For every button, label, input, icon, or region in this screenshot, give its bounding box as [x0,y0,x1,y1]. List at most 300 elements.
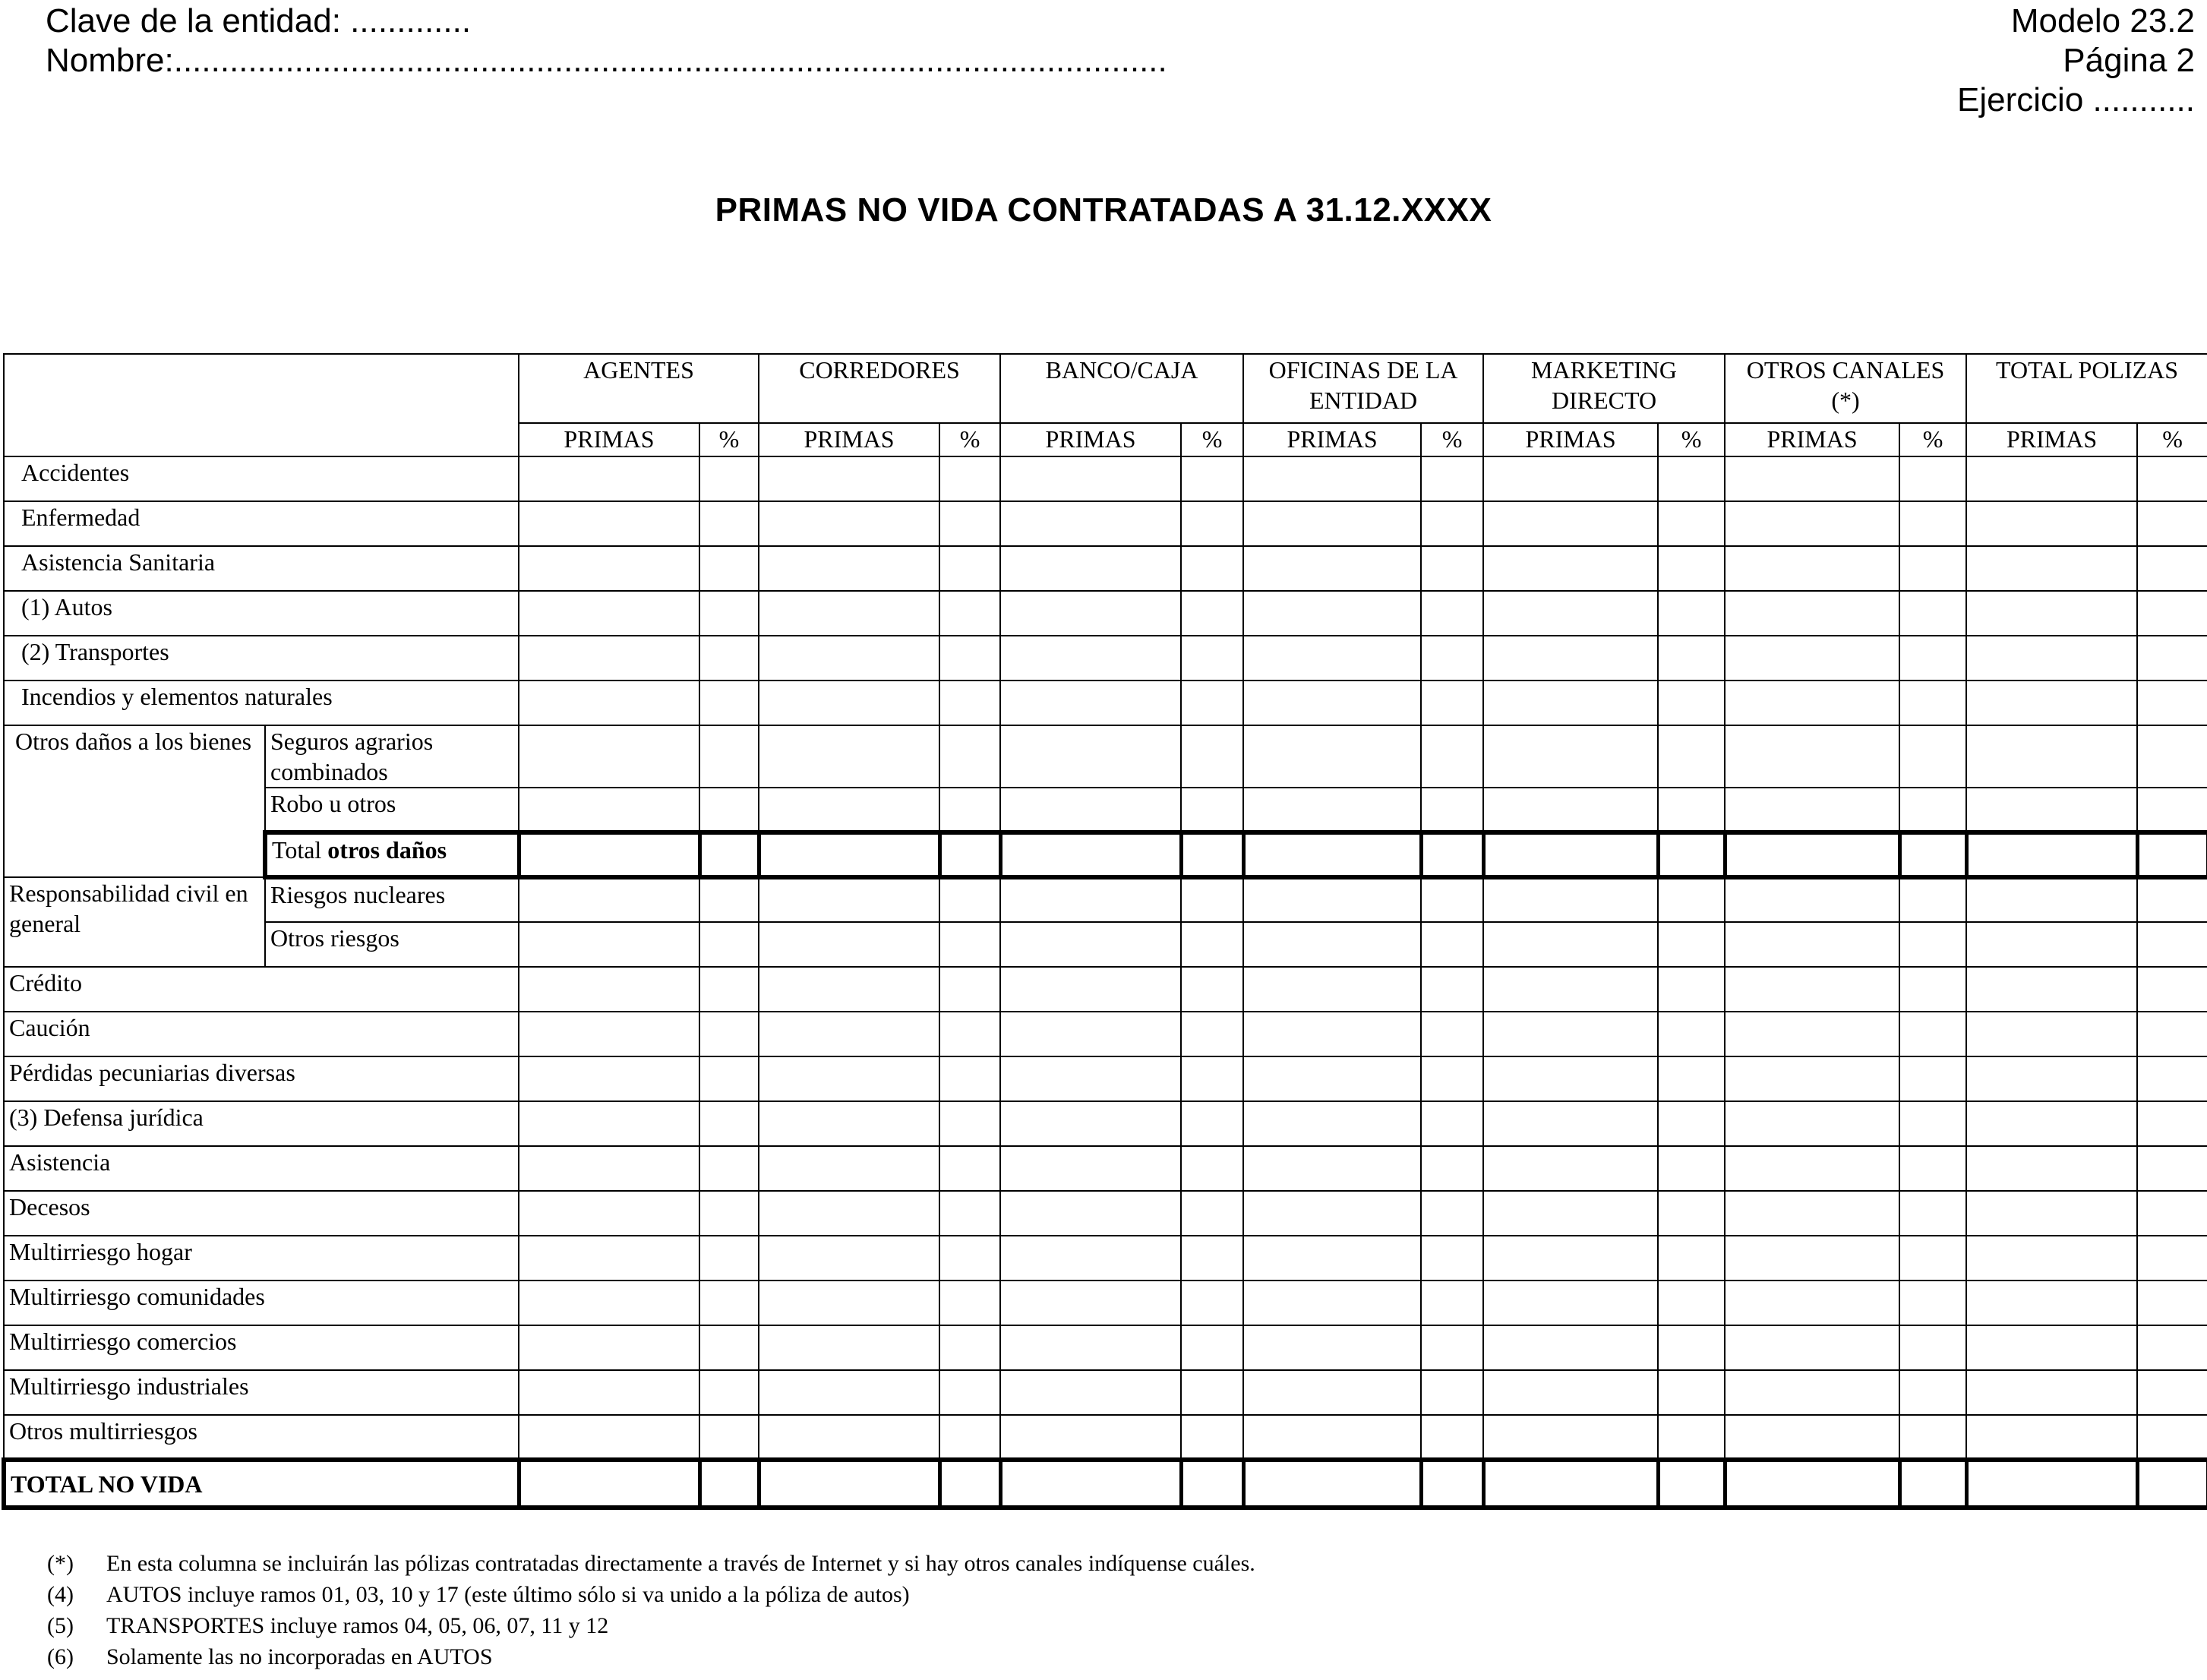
primas-input-cell[interactable] [759,591,939,636]
primas-input-cell[interactable] [759,1281,939,1325]
primas-input-cell[interactable] [1966,1101,2137,1146]
primas-input-cell[interactable] [759,636,939,681]
primas-input-cell[interactable] [1725,922,1899,967]
primas-input-cell[interactable] [1725,1415,1899,1460]
percent-input-cell[interactable] [1421,1146,1483,1191]
primas-input-cell[interactable] [1243,1146,1421,1191]
percent-input-cell[interactable] [1181,1325,1243,1370]
primas-input-cell[interactable] [1243,1325,1421,1370]
percent-input-cell[interactable] [2137,1460,2207,1508]
primas-input-cell[interactable] [1725,501,1899,546]
percent-input-cell[interactable] [1421,1191,1483,1236]
primas-input-cell[interactable] [1243,877,1421,922]
percent-input-cell[interactable] [939,681,1000,725]
percent-input-cell[interactable] [1899,636,1966,681]
primas-input-cell[interactable] [1483,591,1658,636]
primas-input-cell[interactable] [759,1056,939,1101]
primas-input-cell[interactable] [1483,1012,1658,1056]
percent-input-cell[interactable] [2137,501,2207,546]
primas-input-cell[interactable] [1966,1236,2137,1281]
percent-input-cell[interactable] [1421,967,1483,1012]
percent-input-cell[interactable] [1181,1101,1243,1146]
primas-input-cell[interactable] [759,832,939,877]
primas-input-cell[interactable] [759,501,939,546]
percent-input-cell[interactable] [1658,1101,1725,1146]
percent-input-cell[interactable] [939,967,1000,1012]
primas-input-cell[interactable] [1000,725,1181,788]
primas-input-cell[interactable] [1000,1370,1181,1415]
percent-input-cell[interactable] [699,546,759,591]
percent-input-cell[interactable] [939,1191,1000,1236]
primas-input-cell[interactable] [759,922,939,967]
primas-input-cell[interactable] [1725,546,1899,591]
percent-input-cell[interactable] [1181,501,1243,546]
primas-input-cell[interactable] [519,636,699,681]
primas-input-cell[interactable] [519,1191,699,1236]
primas-input-cell[interactable] [1000,1146,1181,1191]
percent-input-cell[interactable] [699,1370,759,1415]
primas-input-cell[interactable] [519,1012,699,1056]
primas-input-cell[interactable] [1243,681,1421,725]
primas-input-cell[interactable] [1966,681,2137,725]
percent-input-cell[interactable] [1421,591,1483,636]
primas-input-cell[interactable] [1000,877,1181,922]
primas-input-cell[interactable] [1243,1415,1421,1460]
percent-input-cell[interactable] [1421,1415,1483,1460]
primas-input-cell[interactable] [1483,1236,1658,1281]
primas-input-cell[interactable] [1725,636,1899,681]
percent-input-cell[interactable] [699,1236,759,1281]
primas-input-cell[interactable] [1966,1056,2137,1101]
primas-input-cell[interactable] [1243,546,1421,591]
percent-input-cell[interactable] [1658,1191,1725,1236]
primas-input-cell[interactable] [1000,788,1181,832]
primas-input-cell[interactable] [519,725,699,788]
percent-input-cell[interactable] [939,1281,1000,1325]
percent-input-cell[interactable] [1899,1146,1966,1191]
primas-input-cell[interactable] [759,1146,939,1191]
percent-input-cell[interactable] [1899,546,1966,591]
percent-input-cell[interactable] [1421,788,1483,832]
primas-input-cell[interactable] [1243,456,1421,501]
primas-input-cell[interactable] [1483,832,1658,877]
primas-input-cell[interactable] [1966,967,2137,1012]
primas-input-cell[interactable] [759,546,939,591]
primas-input-cell[interactable] [1483,1281,1658,1325]
percent-input-cell[interactable] [1658,591,1725,636]
primas-input-cell[interactable] [759,1370,939,1415]
percent-input-cell[interactable] [1899,456,1966,501]
percent-input-cell[interactable] [1658,832,1725,877]
primas-input-cell[interactable] [519,1460,699,1508]
primas-input-cell[interactable] [519,788,699,832]
percent-input-cell[interactable] [1658,1325,1725,1370]
percent-input-cell[interactable] [1421,1281,1483,1325]
percent-input-cell[interactable] [2137,922,2207,967]
primas-input-cell[interactable] [1483,725,1658,788]
percent-input-cell[interactable] [1181,877,1243,922]
primas-input-cell[interactable] [1725,788,1899,832]
primas-input-cell[interactable] [1725,1012,1899,1056]
percent-input-cell[interactable] [1658,1012,1725,1056]
primas-input-cell[interactable] [1725,456,1899,501]
percent-input-cell[interactable] [2137,1191,2207,1236]
percent-input-cell[interactable] [699,1415,759,1460]
percent-input-cell[interactable] [1658,636,1725,681]
percent-input-cell[interactable] [1899,1281,1966,1325]
percent-input-cell[interactable] [699,681,759,725]
primas-input-cell[interactable] [1483,788,1658,832]
percent-input-cell[interactable] [1181,1146,1243,1191]
primas-input-cell[interactable] [1483,1056,1658,1101]
percent-input-cell[interactable] [699,725,759,788]
primas-input-cell[interactable] [759,788,939,832]
percent-input-cell[interactable] [1181,788,1243,832]
primas-input-cell[interactable] [1966,1191,2137,1236]
primas-input-cell[interactable] [1725,1191,1899,1236]
primas-input-cell[interactable] [759,1415,939,1460]
percent-input-cell[interactable] [1899,1101,1966,1146]
primas-input-cell[interactable] [1000,1415,1181,1460]
primas-input-cell[interactable] [1483,1146,1658,1191]
percent-input-cell[interactable] [1181,1012,1243,1056]
primas-input-cell[interactable] [1243,1281,1421,1325]
primas-input-cell[interactable] [519,456,699,501]
percent-input-cell[interactable] [1658,546,1725,591]
primas-input-cell[interactable] [1966,456,2137,501]
primas-input-cell[interactable] [1483,1101,1658,1146]
percent-input-cell[interactable] [699,877,759,922]
primas-input-cell[interactable] [759,877,939,922]
percent-input-cell[interactable] [1181,1415,1243,1460]
percent-input-cell[interactable] [1658,1460,1725,1508]
primas-input-cell[interactable] [1243,967,1421,1012]
percent-input-cell[interactable] [1899,591,1966,636]
percent-input-cell[interactable] [939,877,1000,922]
percent-input-cell[interactable] [1899,788,1966,832]
primas-input-cell[interactable] [519,591,699,636]
percent-input-cell[interactable] [1421,1101,1483,1146]
percent-input-cell[interactable] [1658,1056,1725,1101]
primas-input-cell[interactable] [1243,1101,1421,1146]
primas-input-cell[interactable] [759,1101,939,1146]
primas-input-cell[interactable] [1725,681,1899,725]
primas-input-cell[interactable] [1243,832,1421,877]
primas-input-cell[interactable] [1483,1415,1658,1460]
percent-input-cell[interactable] [1658,922,1725,967]
percent-input-cell[interactable] [939,1012,1000,1056]
primas-input-cell[interactable] [759,967,939,1012]
primas-input-cell[interactable] [1483,456,1658,501]
percent-input-cell[interactable] [1899,725,1966,788]
percent-input-cell[interactable] [1421,922,1483,967]
percent-input-cell[interactable] [939,636,1000,681]
percent-input-cell[interactable] [1899,1325,1966,1370]
percent-input-cell[interactable] [1899,1191,1966,1236]
primas-input-cell[interactable] [759,1191,939,1236]
primas-input-cell[interactable] [759,1460,939,1508]
primas-input-cell[interactable] [1243,1191,1421,1236]
percent-input-cell[interactable] [939,725,1000,788]
percent-input-cell[interactable] [1658,877,1725,922]
primas-input-cell[interactable] [1000,1012,1181,1056]
percent-input-cell[interactable] [699,501,759,546]
primas-input-cell[interactable] [519,1325,699,1370]
percent-input-cell[interactable] [1899,967,1966,1012]
percent-input-cell[interactable] [1421,725,1483,788]
primas-input-cell[interactable] [1725,877,1899,922]
primas-input-cell[interactable] [1966,1415,2137,1460]
percent-input-cell[interactable] [699,591,759,636]
primas-input-cell[interactable] [759,1012,939,1056]
percent-input-cell[interactable] [1181,681,1243,725]
primas-input-cell[interactable] [1725,725,1899,788]
primas-input-cell[interactable] [1000,832,1181,877]
primas-input-cell[interactable] [1483,636,1658,681]
percent-input-cell[interactable] [1658,456,1725,501]
primas-input-cell[interactable] [1000,1101,1181,1146]
percent-input-cell[interactable] [2137,1012,2207,1056]
percent-input-cell[interactable] [699,1281,759,1325]
primas-input-cell[interactable] [1966,725,2137,788]
primas-input-cell[interactable] [519,1146,699,1191]
primas-input-cell[interactable] [1000,922,1181,967]
percent-input-cell[interactable] [1181,636,1243,681]
percent-input-cell[interactable] [939,1101,1000,1146]
primas-input-cell[interactable] [1725,967,1899,1012]
percent-input-cell[interactable] [1421,832,1483,877]
primas-input-cell[interactable] [1243,1460,1421,1508]
primas-input-cell[interactable] [519,832,699,877]
percent-input-cell[interactable] [1181,1191,1243,1236]
percent-input-cell[interactable] [699,1191,759,1236]
primas-input-cell[interactable] [1243,1056,1421,1101]
primas-input-cell[interactable] [1000,967,1181,1012]
primas-input-cell[interactable] [1483,1460,1658,1508]
percent-input-cell[interactable] [2137,1415,2207,1460]
percent-input-cell[interactable] [1658,681,1725,725]
percent-input-cell[interactable] [699,1012,759,1056]
primas-input-cell[interactable] [519,922,699,967]
percent-input-cell[interactable] [1421,1236,1483,1281]
primas-input-cell[interactable] [759,725,939,788]
percent-input-cell[interactable] [699,967,759,1012]
percent-input-cell[interactable] [699,1460,759,1508]
primas-input-cell[interactable] [519,1370,699,1415]
primas-input-cell[interactable] [519,1101,699,1146]
percent-input-cell[interactable] [699,832,759,877]
percent-input-cell[interactable] [939,1056,1000,1101]
percent-input-cell[interactable] [699,922,759,967]
primas-input-cell[interactable] [519,546,699,591]
percent-input-cell[interactable] [939,501,1000,546]
percent-input-cell[interactable] [1421,501,1483,546]
percent-input-cell[interactable] [1899,1370,1966,1415]
primas-input-cell[interactable] [1725,1460,1899,1508]
percent-input-cell[interactable] [1658,1281,1725,1325]
primas-input-cell[interactable] [1966,546,2137,591]
percent-input-cell[interactable] [699,1325,759,1370]
percent-input-cell[interactable] [1421,636,1483,681]
percent-input-cell[interactable] [1421,1370,1483,1415]
primas-input-cell[interactable] [1483,1370,1658,1415]
primas-input-cell[interactable] [1966,1146,2137,1191]
percent-input-cell[interactable] [1658,967,1725,1012]
primas-input-cell[interactable] [519,1056,699,1101]
primas-input-cell[interactable] [1000,1460,1181,1508]
percent-input-cell[interactable] [699,788,759,832]
percent-input-cell[interactable] [699,1146,759,1191]
primas-input-cell[interactable] [1966,1325,2137,1370]
primas-input-cell[interactable] [1966,832,2137,877]
primas-input-cell[interactable] [1483,922,1658,967]
primas-input-cell[interactable] [1966,1012,2137,1056]
primas-input-cell[interactable] [759,681,939,725]
percent-input-cell[interactable] [939,1236,1000,1281]
primas-input-cell[interactable] [1243,591,1421,636]
primas-input-cell[interactable] [1243,922,1421,967]
percent-input-cell[interactable] [1899,922,1966,967]
percent-input-cell[interactable] [939,1460,1000,1508]
percent-input-cell[interactable] [2137,456,2207,501]
percent-input-cell[interactable] [2137,681,2207,725]
primas-input-cell[interactable] [1243,636,1421,681]
percent-input-cell[interactable] [939,591,1000,636]
percent-input-cell[interactable] [2137,1056,2207,1101]
percent-input-cell[interactable] [2137,725,2207,788]
primas-input-cell[interactable] [519,967,699,1012]
primas-input-cell[interactable] [519,681,699,725]
primas-input-cell[interactable] [1725,1325,1899,1370]
primas-input-cell[interactable] [1725,1370,1899,1415]
percent-input-cell[interactable] [1899,1236,1966,1281]
percent-input-cell[interactable] [2137,1370,2207,1415]
percent-input-cell[interactable] [1421,1056,1483,1101]
primas-input-cell[interactable] [519,877,699,922]
primas-input-cell[interactable] [1966,877,2137,922]
primas-input-cell[interactable] [1966,501,2137,546]
percent-input-cell[interactable] [2137,877,2207,922]
percent-input-cell[interactable] [939,1415,1000,1460]
primas-input-cell[interactable] [1483,1191,1658,1236]
primas-input-cell[interactable] [759,1325,939,1370]
primas-input-cell[interactable] [759,1236,939,1281]
percent-input-cell[interactable] [1181,832,1243,877]
primas-input-cell[interactable] [1483,1325,1658,1370]
primas-input-cell[interactable] [1725,1236,1899,1281]
primas-input-cell[interactable] [1000,591,1181,636]
percent-input-cell[interactable] [1658,1370,1725,1415]
primas-input-cell[interactable] [1483,877,1658,922]
primas-input-cell[interactable] [1000,1191,1181,1236]
percent-input-cell[interactable] [1421,1012,1483,1056]
percent-input-cell[interactable] [1658,1146,1725,1191]
percent-input-cell[interactable] [1421,1460,1483,1508]
primas-input-cell[interactable] [1243,725,1421,788]
primas-input-cell[interactable] [1000,1236,1181,1281]
primas-input-cell[interactable] [1966,1281,2137,1325]
primas-input-cell[interactable] [1000,546,1181,591]
percent-input-cell[interactable] [1899,681,1966,725]
percent-input-cell[interactable] [939,1325,1000,1370]
primas-input-cell[interactable] [519,501,699,546]
percent-input-cell[interactable] [1181,546,1243,591]
percent-input-cell[interactable] [2137,636,2207,681]
percent-input-cell[interactable] [2137,788,2207,832]
primas-input-cell[interactable] [1000,1056,1181,1101]
primas-input-cell[interactable] [1966,591,2137,636]
percent-input-cell[interactable] [1181,456,1243,501]
primas-input-cell[interactable] [1725,1056,1899,1101]
percent-input-cell[interactable] [939,1146,1000,1191]
primas-input-cell[interactable] [519,1281,699,1325]
percent-input-cell[interactable] [1181,1370,1243,1415]
percent-input-cell[interactable] [939,1370,1000,1415]
primas-input-cell[interactable] [1000,1281,1181,1325]
percent-input-cell[interactable] [699,1056,759,1101]
primas-input-cell[interactable] [1725,591,1899,636]
percent-input-cell[interactable] [1658,725,1725,788]
percent-input-cell[interactable] [2137,1101,2207,1146]
percent-input-cell[interactable] [1899,877,1966,922]
percent-input-cell[interactable] [1658,788,1725,832]
percent-input-cell[interactable] [1899,501,1966,546]
primas-input-cell[interactable] [759,456,939,501]
percent-input-cell[interactable] [699,456,759,501]
primas-input-cell[interactable] [1243,1236,1421,1281]
primas-input-cell[interactable] [1483,967,1658,1012]
percent-input-cell[interactable] [939,922,1000,967]
percent-input-cell[interactable] [1181,922,1243,967]
primas-input-cell[interactable] [1483,546,1658,591]
primas-input-cell[interactable] [1000,501,1181,546]
primas-input-cell[interactable] [1243,1012,1421,1056]
primas-input-cell[interactable] [1725,1101,1899,1146]
percent-input-cell[interactable] [699,636,759,681]
primas-input-cell[interactable] [1000,681,1181,725]
primas-input-cell[interactable] [1000,456,1181,501]
percent-input-cell[interactable] [1899,1415,1966,1460]
percent-input-cell[interactable] [1181,967,1243,1012]
percent-input-cell[interactable] [939,546,1000,591]
primas-input-cell[interactable] [519,1415,699,1460]
percent-input-cell[interactable] [2137,1236,2207,1281]
percent-input-cell[interactable] [1658,1415,1725,1460]
percent-input-cell[interactable] [1899,832,1966,877]
percent-input-cell[interactable] [2137,546,2207,591]
percent-input-cell[interactable] [1181,1056,1243,1101]
primas-input-cell[interactable] [1483,501,1658,546]
primas-input-cell[interactable] [1966,1460,2137,1508]
percent-input-cell[interactable] [699,1101,759,1146]
primas-input-cell[interactable] [1243,501,1421,546]
primas-input-cell[interactable] [1966,788,2137,832]
percent-input-cell[interactable] [1899,1460,1966,1508]
percent-input-cell[interactable] [939,788,1000,832]
primas-input-cell[interactable] [1725,1146,1899,1191]
percent-input-cell[interactable] [1181,1281,1243,1325]
percent-input-cell[interactable] [1181,1236,1243,1281]
percent-input-cell[interactable] [1899,1012,1966,1056]
percent-input-cell[interactable] [1421,1325,1483,1370]
primas-input-cell[interactable] [1725,832,1899,877]
primas-input-cell[interactable] [1966,922,2137,967]
percent-input-cell[interactable] [2137,832,2207,877]
percent-input-cell[interactable] [2137,591,2207,636]
percent-input-cell[interactable] [2137,1281,2207,1325]
percent-input-cell[interactable] [2137,1325,2207,1370]
primas-input-cell[interactable] [1000,1325,1181,1370]
